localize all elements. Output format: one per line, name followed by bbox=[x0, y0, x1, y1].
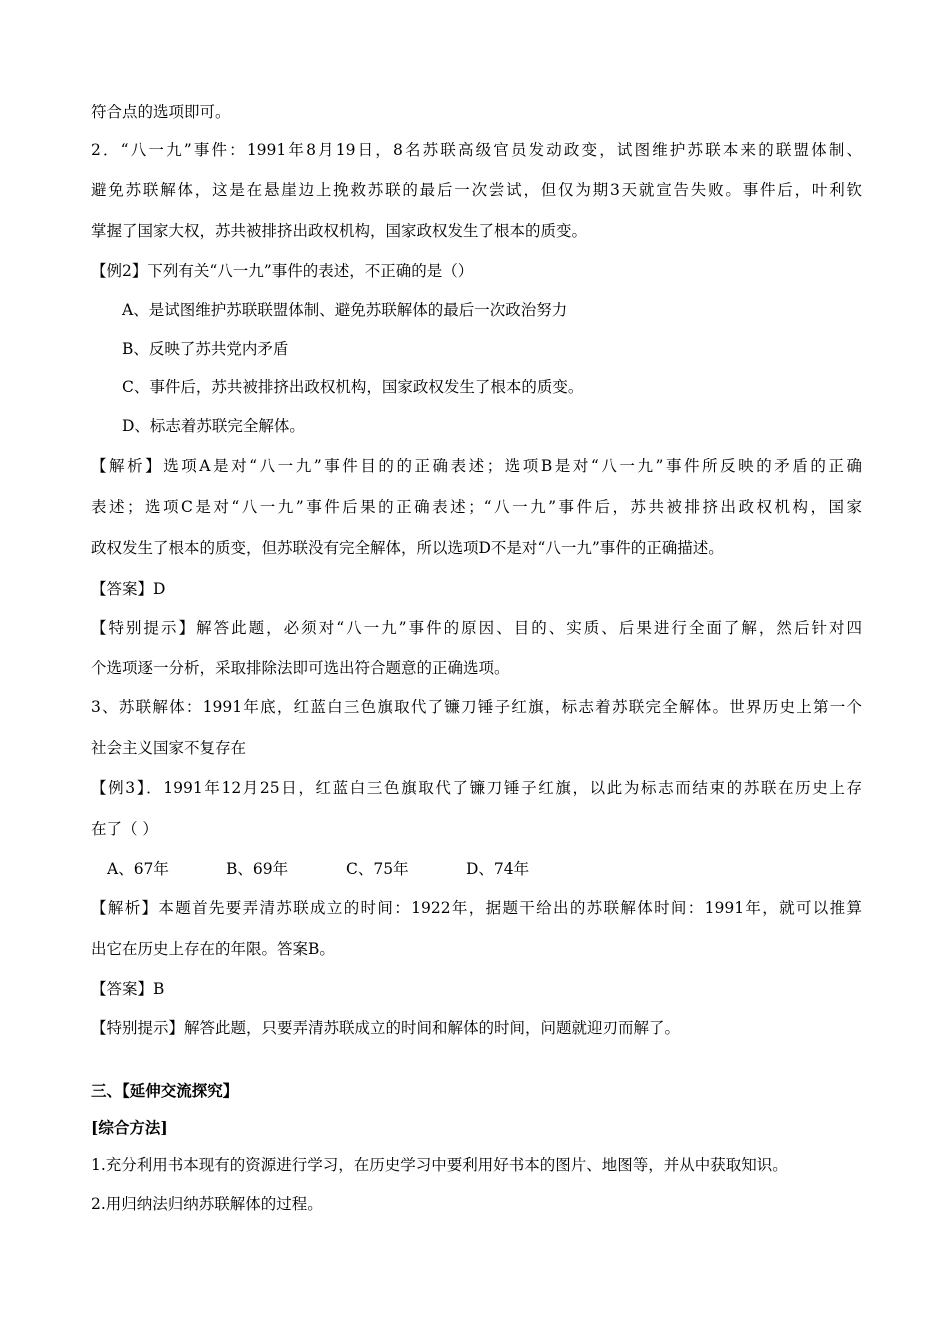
analysis-line: 【解析】本题首先要弄清苏联成立的时间：1922年，据题干给出的苏联解体时间：1991年，就可以推算 bbox=[91, 899, 862, 917]
method-item: 1.充分利用书本现有的资源进行学习，在历史学习中要利用好书本的图片、地图等，并从中获取知识。 bbox=[91, 1156, 788, 1174]
example-2-option-c: C、事件后，苏共被排挤出政权机构，国家政权发生了根本的质变。 bbox=[122, 378, 584, 396]
example-3-question: 【例3】．1991年12月25日，红蓝白三色旗取代了镰刀锤子红旗，以此为标志而结束的苏联在历史上存 bbox=[91, 779, 862, 797]
analysis-line: 政权发生了根本的质变，但苏联没有完全解体，所以选项D不是对“八一九”事件的正确描述。 bbox=[91, 539, 724, 557]
text-line: 避免苏联解体，这是在悬崖边上挽救苏联的最后一次尝试，但仅为期3天就宣告失败。事件后，叶利钦 bbox=[91, 181, 862, 199]
example-2-option-b: B、反映了苏共党内矛盾 bbox=[122, 340, 289, 358]
analysis-line: 表述；选项C是对“八一九”事件后果的正确表述；“八一九”事件后，苏共被排挤出政权机构，国家 bbox=[91, 498, 862, 516]
tip-line: 【特别提示】解答此题，必须对“八一九”事件的原因、目的、实质、后果进行全面了解，然后针对四 bbox=[91, 619, 862, 637]
example-2-question: 【例2】下列有关“八一九”事件的表述，不正确的是（） bbox=[91, 262, 474, 280]
answer-line: 【答案】B bbox=[91, 980, 165, 998]
tip-line: 【特别提示】解答此题，只要弄清苏联成立的时间和解体的时间，问题就迎刃而解了。 bbox=[91, 1019, 681, 1037]
example-3-option-d: D、74年 bbox=[466, 860, 530, 878]
section-heading: 三、【延伸交流探究】 bbox=[91, 1081, 239, 1100]
text-line: 3、苏联解体：1991年底，红蓝白三色旗取代了镰刀锤子红旗，标志着苏联完全解体。世界历史上第一个 bbox=[91, 698, 862, 716]
subsection-heading: [综合方法] bbox=[91, 1118, 168, 1137]
tip-line: 个选项逐一分析，采取排除法即可选出符合题意的正确选项。 bbox=[91, 659, 510, 677]
example-3-option-b: B、69年 bbox=[226, 860, 289, 878]
text-line: 掌握了国家大权，苏共被排挤出政权机构，国家政权发生了根本的质变。 bbox=[91, 222, 588, 240]
analysis-line: 【解析】选项A是对“八一九”事件目的的正确表述；选项B是对“八一九”事件所反映的矛盾的正确 bbox=[91, 457, 862, 475]
example-3-option-a: A、67年 bbox=[107, 860, 169, 878]
answer-line: 【答案】D bbox=[91, 580, 166, 598]
example-2-option-a: A、是试图维护苏联联盟体制、避免苏联解体的最后一次政治努力 bbox=[122, 301, 568, 319]
example-3-option-c: C、75年 bbox=[346, 860, 409, 878]
example-2-option-d: D、标志着苏联完全解体。 bbox=[122, 417, 305, 435]
method-item: 2.用归纳法归纳苏联解体的过程。 bbox=[91, 1195, 323, 1213]
example-3-options bbox=[107, 859, 862, 879]
text-line: 社会主义国家不复存在 bbox=[91, 739, 247, 757]
analysis-line: 出它在历史上存在的年限。答案B。 bbox=[91, 940, 335, 958]
text-line: 符合点的选项即可。 bbox=[91, 103, 231, 121]
text-line: 2．“八一九”事件：1991年8月19日，8名苏联高级官员发动政变，试图维护苏联本来的联盟体制、 bbox=[91, 141, 862, 159]
example-3-question: 在了（ ） bbox=[91, 820, 158, 838]
